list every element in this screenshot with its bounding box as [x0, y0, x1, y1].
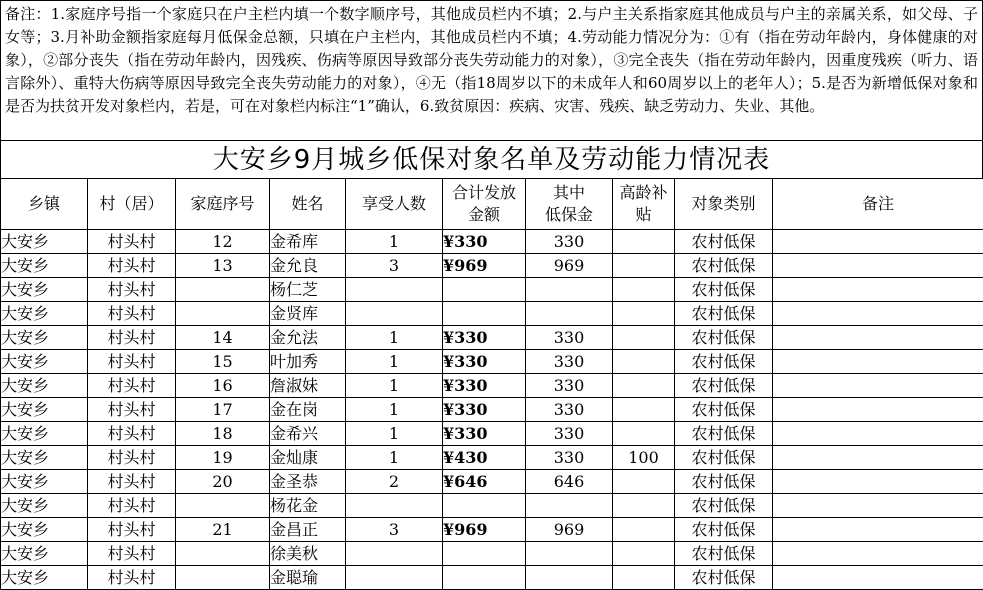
cell-total[interactable] [443, 302, 526, 326]
cell-township[interactable]: 大安乡 [1, 422, 88, 446]
cell-dibao[interactable] [526, 494, 613, 518]
cell-dibao[interactable] [526, 302, 613, 326]
cell-dibao[interactable]: 330 [526, 398, 613, 422]
cell-count[interactable]: 1 [346, 398, 443, 422]
table-body [1, 230, 983, 590]
cell-family-no[interactable]: 18 [176, 422, 270, 446]
cell-township[interactable]: 大安乡 [1, 398, 88, 422]
cell-category[interactable]: 农村低保 [675, 494, 773, 518]
cell-family-no[interactable]: 21 [176, 518, 270, 542]
cell-township[interactable]: 大安乡 [1, 326, 88, 350]
cell-category[interactable]: 农村低保 [675, 446, 773, 470]
cell-township[interactable]: 大安乡 [1, 566, 88, 590]
cell-village[interactable]: 村头村 [88, 302, 176, 326]
cell-family-no[interactable]: 19 [176, 446, 270, 470]
table-header [1, 179, 983, 230]
table-row [1, 566, 983, 590]
cell-township[interactable]: 大安乡 [1, 302, 88, 326]
cell-total[interactable]: ¥330 [443, 230, 526, 254]
cell-family-no[interactable] [176, 278, 270, 302]
cell-family-no[interactable] [176, 542, 270, 566]
cell-family-no[interactable] [176, 494, 270, 518]
cell-count[interactable]: 1 [346, 422, 443, 446]
header-township: 乡镇 [1, 179, 88, 230]
cell-dibao[interactable]: 330 [526, 422, 613, 446]
cell-township[interactable]: 大安乡 [1, 230, 88, 254]
cell-township[interactable]: 大安乡 [1, 254, 88, 278]
cell-remark[interactable] [773, 518, 983, 542]
cell-township[interactable]: 大安乡 [1, 446, 88, 470]
cell-township[interactable]: 大安乡 [1, 542, 88, 566]
table-row [1, 254, 983, 278]
cell-village[interactable]: 村头村 [88, 446, 176, 470]
cell-township[interactable]: 大安乡 [1, 470, 88, 494]
cell-village[interactable]: 村头村 [88, 254, 176, 278]
cell-total[interactable]: ¥330 [443, 326, 526, 350]
cell-category[interactable]: 农村低保 [675, 278, 773, 302]
header-dibao: 其中 低保金 [526, 179, 613, 230]
cell-total[interactable]: ¥330 [443, 350, 526, 374]
cell-total[interactable]: ¥330 [443, 422, 526, 446]
cell-remark[interactable] [773, 302, 983, 326]
cell-total[interactable]: ¥430 [443, 446, 526, 470]
cell-total[interactable]: ¥646 [443, 470, 526, 494]
cell-name[interactable]: 詹淑妹 [270, 374, 346, 398]
cell-count[interactable]: 1 [346, 374, 443, 398]
cell-family-no[interactable]: 16 [176, 374, 270, 398]
cell-name[interactable]: 金希库 [270, 230, 346, 254]
table-row [1, 350, 983, 374]
cell-count[interactable]: 1 [346, 230, 443, 254]
cell-township[interactable]: 大安乡 [1, 374, 88, 398]
cell-family-no[interactable] [176, 302, 270, 326]
cell-name[interactable]: 徐美秋 [270, 542, 346, 566]
cell-name[interactable]: 金允法 [270, 326, 346, 350]
cell-name[interactable]: 金聪瑜 [270, 566, 346, 590]
relief-table [0, 178, 983, 590]
cell-count[interactable] [346, 542, 443, 566]
cell-category[interactable]: 农村低保 [675, 470, 773, 494]
cell-township[interactable]: 大安乡 [1, 518, 88, 542]
cell-remark[interactable] [773, 278, 983, 302]
cell-remark[interactable] [773, 470, 983, 494]
cell-family-no[interactable] [176, 566, 270, 590]
cell-elder-subsidy[interactable] [613, 230, 675, 254]
cell-remark[interactable] [773, 422, 983, 446]
header-village: 村（居） [88, 179, 176, 230]
cell-elder-subsidy[interactable] [613, 350, 675, 374]
cell-remark[interactable] [773, 374, 983, 398]
cell-total[interactable] [443, 566, 526, 590]
table-row [1, 446, 983, 470]
cell-elder-subsidy[interactable] [613, 254, 675, 278]
cell-category[interactable]: 农村低保 [675, 254, 773, 278]
cell-village[interactable]: 村头村 [88, 518, 176, 542]
cell-dibao[interactable]: 330 [526, 326, 613, 350]
cell-elder-subsidy[interactable] [613, 302, 675, 326]
cell-total[interactable] [443, 278, 526, 302]
cell-village[interactable]: 村头村 [88, 374, 176, 398]
cell-dibao[interactable]: 646 [526, 470, 613, 494]
table-row [1, 326, 983, 350]
cell-count[interactable] [346, 566, 443, 590]
cell-total[interactable]: ¥969 [443, 518, 526, 542]
cell-family-no[interactable]: 14 [176, 326, 270, 350]
cell-dibao[interactable]: 330 [526, 446, 613, 470]
cell-count[interactable]: 1 [346, 446, 443, 470]
cell-family-no[interactable]: 17 [176, 398, 270, 422]
cell-name[interactable]: 金圣恭 [270, 470, 346, 494]
cell-elder-subsidy[interactable] [613, 422, 675, 446]
table-row [1, 470, 983, 494]
header-count: 享受人数 [346, 179, 443, 230]
cell-name[interactable]: 金在岗 [270, 398, 346, 422]
cell-name[interactable]: 金昌正 [270, 518, 346, 542]
cell-elder-subsidy[interactable] [613, 518, 675, 542]
cell-elder-subsidy[interactable]: 100 [613, 446, 675, 470]
cell-total[interactable]: ¥330 [443, 398, 526, 422]
cell-village[interactable]: 村头村 [88, 278, 176, 302]
cell-dibao[interactable]: 969 [526, 518, 613, 542]
cell-count[interactable]: 3 [346, 254, 443, 278]
cell-remark[interactable] [773, 254, 983, 278]
cell-category[interactable]: 农村低保 [675, 518, 773, 542]
cell-remark[interactable] [773, 398, 983, 422]
cell-category[interactable]: 农村低保 [675, 566, 773, 590]
cell-name[interactable]: 杨仁芝 [270, 278, 346, 302]
cell-remark[interactable] [773, 566, 983, 590]
cell-dibao[interactable]: 330 [526, 230, 613, 254]
cell-count[interactable]: 2 [346, 470, 443, 494]
cell-dibao[interactable] [526, 542, 613, 566]
cell-count[interactable]: 3 [346, 518, 443, 542]
cell-family-no[interactable]: 15 [176, 350, 270, 374]
cell-category[interactable]: 农村低保 [675, 302, 773, 326]
cell-remark[interactable] [773, 350, 983, 374]
cell-elder-subsidy[interactable] [613, 326, 675, 350]
cell-village[interactable]: 村头村 [88, 566, 176, 590]
table-row [1, 398, 983, 422]
cell-count[interactable] [346, 278, 443, 302]
cell-name[interactable]: 金贤库 [270, 302, 346, 326]
cell-name[interactable]: 金灿康 [270, 446, 346, 470]
table-row [1, 542, 983, 566]
cell-elder-subsidy[interactable] [613, 374, 675, 398]
cell-village[interactable]: 村头村 [88, 422, 176, 446]
cell-category[interactable]: 农村低保 [675, 350, 773, 374]
cell-category[interactable]: 农村低保 [675, 398, 773, 422]
cell-count[interactable]: 1 [346, 350, 443, 374]
cell-total[interactable]: ¥969 [443, 254, 526, 278]
cell-category[interactable]: 农村低保 [675, 230, 773, 254]
cell-elder-subsidy[interactable] [613, 278, 675, 302]
cell-township[interactable]: 大安乡 [1, 494, 88, 518]
table-title: 大安乡9月城乡低保对象名单及劳动能力情况表 [0, 141, 983, 179]
cell-count[interactable] [346, 494, 443, 518]
cell-name[interactable]: 叶加秀 [270, 350, 346, 374]
cell-dibao[interactable]: 330 [526, 374, 613, 398]
cell-elder-subsidy[interactable] [613, 494, 675, 518]
cell-dibao[interactable] [526, 566, 613, 590]
cell-category[interactable]: 农村低保 [675, 422, 773, 446]
header-remark: 备注 [773, 179, 983, 230]
cell-remark[interactable] [773, 326, 983, 350]
header-name: 姓名 [270, 179, 346, 230]
cell-remark[interactable] [773, 542, 983, 566]
cell-remark[interactable] [773, 494, 983, 518]
cell-count[interactable]: 1 [346, 326, 443, 350]
cell-village[interactable]: 村头村 [88, 230, 176, 254]
table-row [1, 230, 983, 254]
cell-total[interactable] [443, 542, 526, 566]
cell-remark[interactable] [773, 446, 983, 470]
cell-township[interactable]: 大安乡 [1, 350, 88, 374]
table-row [1, 374, 983, 398]
cell-name[interactable]: 杨花金 [270, 494, 346, 518]
cell-dibao[interactable]: 330 [526, 350, 613, 374]
cell-count[interactable] [346, 302, 443, 326]
cell-village[interactable]: 村头村 [88, 494, 176, 518]
header-total: 合计发放 金额 [443, 179, 526, 230]
cell-elder-subsidy[interactable] [613, 566, 675, 590]
cell-dibao[interactable]: 969 [526, 254, 613, 278]
cell-name[interactable]: 金希兴 [270, 422, 346, 446]
cell-remark[interactable] [773, 230, 983, 254]
cell-category[interactable]: 农村低保 [675, 326, 773, 350]
cell-township[interactable]: 大安乡 [1, 278, 88, 302]
cell-category[interactable]: 农村低保 [675, 374, 773, 398]
cell-village[interactable]: 村头村 [88, 398, 176, 422]
cell-total[interactable] [443, 494, 526, 518]
cell-elder-subsidy[interactable] [613, 470, 675, 494]
cell-village[interactable]: 村头村 [88, 326, 176, 350]
cell-village[interactable]: 村头村 [88, 542, 176, 566]
cell-village[interactable]: 村头村 [88, 350, 176, 374]
cell-village[interactable]: 村头村 [88, 470, 176, 494]
header-elder-subsidy: 高龄补 贴 [613, 179, 675, 230]
table-row [1, 494, 983, 518]
cell-total[interactable]: ¥330 [443, 374, 526, 398]
cell-elder-subsidy[interactable] [613, 398, 675, 422]
note-paragraph: 备注：1.家庭序号指一个家庭只在户主栏内填一个数字顺序号，其他成员栏内不填；2.与户主关系指家庭其他成员与户主的亲属关系，如父母、子女等；3.月补助金额指家庭每月低保金总额，只填在户主栏内，其他成员栏内不填；4.劳动能力情况分为：①有（指在劳动年龄内，身体健康的对象），②部分丧失（指在劳动年龄内，因残疾、伤病等原因导致部分丧失劳动能力的对象），③完全丧失（指在劳动年龄内，因重度残疾（听力、语言除外）、重特大伤病等原因导致完全丧失劳动能力的对象），④无（指18周岁以下的未成年人和60周岁以上的老年人）；5.是否为新增低保对象和是否为扶贫开发对象栏内，若是，可在对象栏内标注“1”确认，6.致贫原因：疾病、灾害、残疾、缺乏劳动力、失业、其他。 [0, 0, 983, 141]
table-row [1, 422, 983, 446]
cell-elder-subsidy[interactable] [613, 542, 675, 566]
cell-dibao[interactable] [526, 278, 613, 302]
header-family-no: 家庭序号 [176, 179, 270, 230]
cell-name[interactable]: 金允良 [270, 254, 346, 278]
table-row [1, 278, 983, 302]
table-row [1, 518, 983, 542]
cell-family-no[interactable]: 20 [176, 470, 270, 494]
header-category: 对象类别 [675, 179, 773, 230]
table-row [1, 302, 983, 326]
cell-family-no[interactable]: 12 [176, 230, 270, 254]
cell-family-no[interactable]: 13 [176, 254, 270, 278]
cell-category[interactable]: 农村低保 [675, 542, 773, 566]
